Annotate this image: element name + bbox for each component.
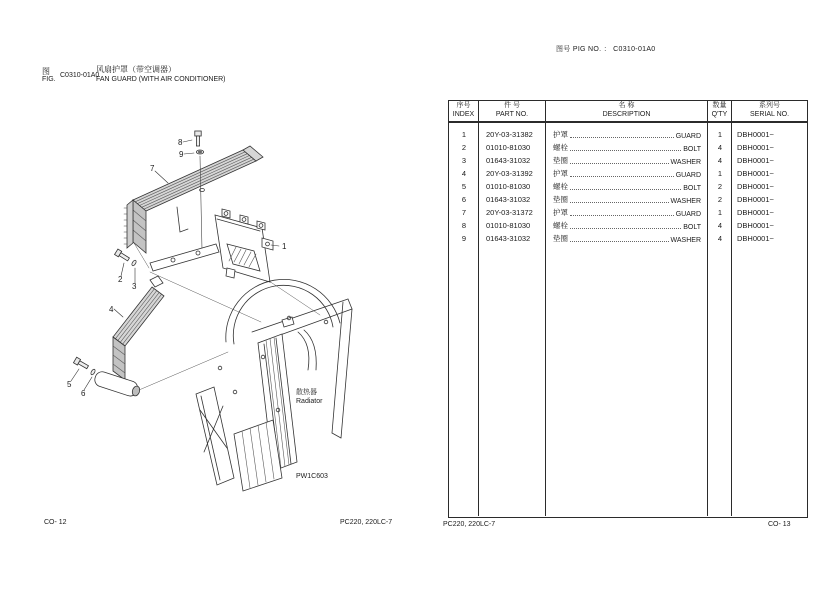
cell-description	[546, 129, 708, 141]
cell-serial: DBH0001~	[737, 208, 774, 217]
dot-leader	[570, 189, 681, 190]
cell-qty: 4	[717, 156, 723, 165]
description-en: GUARD	[675, 210, 701, 218]
callout-1: 1	[282, 242, 287, 251]
cell-qty: 4	[717, 221, 723, 230]
cell-part-no: 01010-81030	[486, 221, 531, 230]
table-row	[449, 219, 807, 232]
cell-description	[546, 194, 708, 206]
dot-leader	[570, 215, 674, 216]
header-serial-cn: 系列号	[759, 102, 780, 110]
cell-serial: DBH0001~	[737, 182, 774, 191]
cell-part-no: 01643-31032	[486, 195, 531, 204]
callout-6: 6	[81, 389, 86, 398]
guard-4-shape	[93, 276, 164, 398]
radiator-assembly-shape	[196, 279, 352, 491]
description-en: BOLT	[683, 145, 701, 153]
description-en: WASHER	[670, 197, 701, 205]
header-qty-en: Q'TY	[711, 111, 728, 118]
table-row	[449, 206, 807, 219]
cell-serial: DBH0001~	[737, 221, 774, 230]
washer-6-glyph	[90, 369, 96, 376]
dot-leader	[570, 228, 681, 229]
description-cn: 螺栓	[553, 142, 568, 152]
description-cn: 护罩	[553, 129, 568, 139]
cell-qty: 2	[717, 182, 723, 191]
description-en: BOLT	[683, 184, 701, 192]
bolt-5-glyph	[73, 357, 89, 370]
washer-9-glyph	[196, 150, 203, 154]
header-index	[449, 101, 479, 121]
cell-index: 6	[461, 195, 467, 204]
fig-number-header: 图号 PIG NO. ： C0310-01A0	[556, 46, 656, 53]
callout-5: 5	[67, 380, 72, 389]
left-model-footer: PC220, 220LC-7	[340, 519, 393, 526]
header-qty	[708, 101, 732, 121]
description-cn: 螺栓	[553, 181, 568, 191]
fig-number: C0310-01A0	[60, 72, 100, 79]
cell-part-no: 01010-81030	[486, 182, 531, 191]
cell-serial: DBH0001~	[737, 169, 774, 178]
dot-leader	[570, 241, 669, 242]
cell-index: 4	[461, 169, 467, 178]
cell-index: 2	[461, 143, 467, 152]
cell-description	[546, 155, 708, 167]
description-en: BOLT	[683, 223, 701, 231]
cell-part-no: 01643-31032	[486, 234, 531, 243]
cell-part-no: 20Y-03-31372	[486, 208, 533, 217]
dot-leader	[570, 163, 669, 164]
radiator-label-en: Radiator	[296, 398, 323, 405]
cell-description	[546, 181, 708, 193]
cell-index: 7	[461, 208, 467, 217]
header-index-cn: 序号	[456, 102, 471, 110]
table-row	[449, 154, 807, 167]
fan-guard-diagram	[30, 110, 410, 510]
description-cn: 垫圈	[553, 194, 568, 204]
radiator-label-cn: 散热器	[296, 389, 317, 396]
description-cn: 护罩	[553, 207, 568, 217]
table-row	[449, 141, 807, 154]
dot-leader	[570, 150, 681, 151]
cell-serial: DBH0001~	[737, 234, 774, 243]
cell-serial: DBH0001~	[737, 130, 774, 139]
description-cn: 垫圈	[553, 233, 568, 243]
cell-serial: DBH0001~	[737, 156, 774, 165]
parts-table	[448, 100, 808, 518]
cell-index: 8	[461, 221, 467, 230]
cell-index: 3	[461, 156, 467, 165]
fig-title-cn: 风扇护罩（带空调器）	[96, 65, 176, 74]
cell-qty: 1	[717, 130, 723, 139]
dot-leader	[570, 202, 669, 203]
header-serial-en: SERIAL NO.	[749, 111, 790, 118]
cell-description	[546, 168, 708, 180]
cell-serial: DBH0001~	[737, 143, 774, 152]
callout-9: 9	[179, 150, 184, 159]
dot-leader	[570, 137, 674, 138]
description-en: WASHER	[670, 158, 701, 166]
table-header-row	[449, 101, 807, 123]
cell-part-no: 20Y-03-31382	[486, 130, 533, 139]
header-index-en: INDEX	[452, 111, 475, 118]
description-en: GUARD	[675, 132, 701, 140]
cell-serial: DBH0001~	[737, 195, 774, 204]
table-row	[449, 180, 807, 193]
cell-part-no: 01010-81030	[486, 143, 531, 152]
header-part-en: PART NO.	[495, 111, 529, 118]
header-desc-en: DESCRIPTION	[602, 111, 651, 118]
bracket-1-shape	[150, 209, 273, 282]
cell-qty: 1	[717, 208, 723, 217]
table-row	[449, 232, 807, 245]
drawing-code: PW1C603	[296, 473, 328, 480]
description-cn: 垫圈	[553, 155, 568, 165]
header-description	[546, 101, 708, 121]
exploded-view-diagram	[30, 110, 410, 510]
description-en: WASHER	[670, 236, 701, 244]
cell-qty: 1	[717, 169, 723, 178]
cell-qty: 4	[717, 143, 723, 152]
description-en: GUARD	[675, 171, 701, 179]
cell-description	[546, 142, 708, 154]
callout-4: 4	[109, 305, 114, 314]
table-body	[449, 123, 807, 516]
description-cn: 护罩	[553, 168, 568, 178]
bolt-2-glyph	[115, 249, 131, 262]
bolt-8-glyph	[195, 131, 201, 146]
cell-index: 5	[461, 182, 467, 191]
dot-leader	[570, 176, 674, 177]
callout-3: 3	[132, 282, 137, 291]
cell-part-no: 20Y-03-31392	[486, 169, 533, 178]
header-part-cn: 件 号	[504, 102, 520, 110]
header-qty-cn: 数量	[712, 102, 727, 110]
header-part-no	[479, 101, 546, 121]
header-desc-cn: 名 称	[618, 102, 635, 110]
left-page-number: CO- 12	[44, 519, 67, 526]
header-serial	[732, 101, 807, 121]
fig-title-en: FAN GUARD (WITH AIR CONDITIONER)	[96, 76, 226, 83]
cell-index: 9	[461, 234, 467, 243]
cell-index: 1	[461, 130, 467, 139]
table-row	[449, 167, 807, 180]
cell-description	[546, 220, 708, 232]
washer-3-glyph	[131, 260, 137, 267]
callout-2: 2	[118, 275, 123, 284]
cell-qty: 4	[717, 234, 723, 243]
cell-part-no: 01643-31032	[486, 156, 531, 165]
right-model-footer: PC220, 220LC-7	[443, 521, 496, 528]
fig-label-cn: 图	[42, 67, 50, 76]
table-row	[449, 193, 807, 206]
table-row	[449, 128, 807, 141]
fig-label-en: FIG.	[42, 76, 56, 83]
description-cn: 螺栓	[553, 220, 568, 230]
cell-description	[546, 207, 708, 219]
right-page-number: CO- 13	[768, 521, 791, 528]
cell-qty: 2	[717, 195, 723, 204]
callout-7: 7	[150, 164, 155, 173]
cell-description	[546, 233, 708, 245]
callout-8: 8	[178, 138, 183, 147]
